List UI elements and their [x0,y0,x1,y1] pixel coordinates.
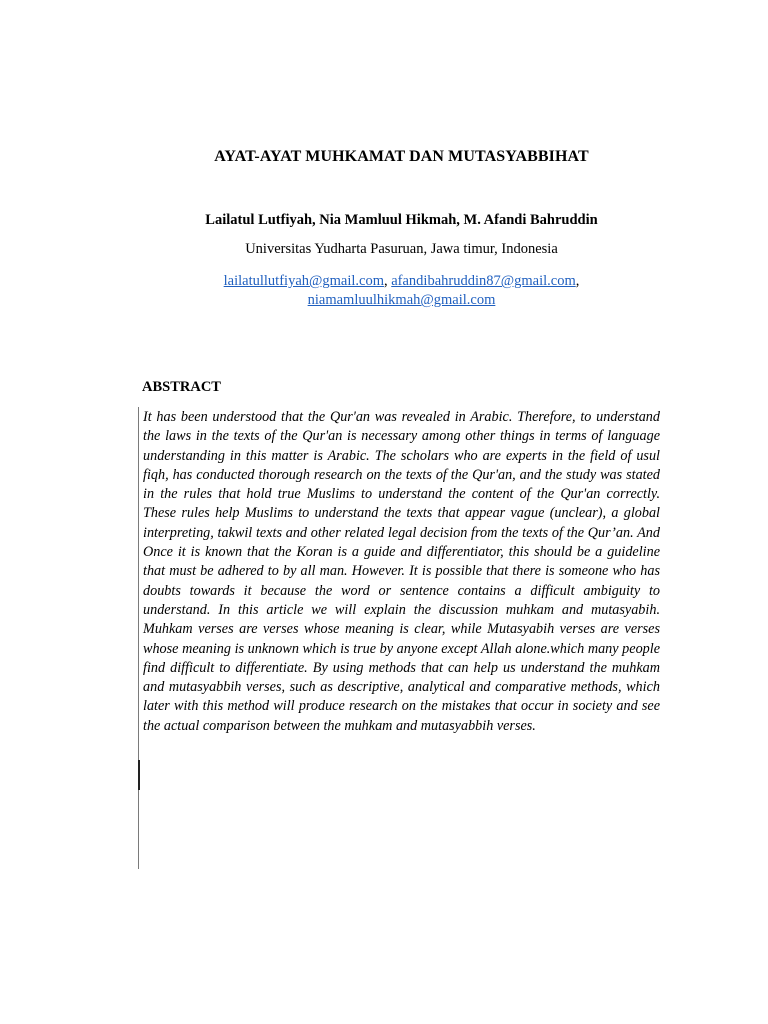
abstract-margin-rule [138,407,139,869]
author-list: Lailatul Lutfiyah, Nia Mamluul Hikmah, M. Afandi Bahruddin [205,212,598,228]
email-link-3[interactable]: niamamluulhikmah@gmail.com [307,292,496,308]
email-separator: , [575,273,580,289]
abstract-body: It has been understood that the Qur'an was revealed in Arabic. Therefore, to understand the laws in the texts of the Qur'an is necessary among other things in terms of language understanding in this matter is Arabic. The scholars who are experts in the field of usul fiqh, has conducted thorough research on the texts of the Qur'an, and the study was stated in the rules that hold true Muslims to understand the content of the Qur'an correctly. These rules help Muslims to understand the texts that appear vague (unclear), a global interpreting, takwil texts and other related legal decision from the texts of the Qur’an. And Once it is known that the Koran is a guide and differentiator, this should be a guideline that must be adhered to by all man. However. It is possible that there is someone who has doubts towards it because the word or sentence contains a difficult ambiguity to understand. In this article we will explain the discussion muhkam and mutasyabih. Muhkam verses are verses whose meaning is clear, while Mutasyabih verses are verses whose meaning is unknown which is true by anyone except Allah alone.which many people find difficult to differentiate. By using methods that can help us understand the muhkam and mutasyabbih verses, such as descriptive, analytical and comparative methods, which later with this method will produce research on the mistakes that occur in society and see the actual comparison between the muhkam and mutasyabbih verses. [143,409,660,734]
email-link-2[interactable]: afandibahruddin87@gmail.com [391,273,576,289]
abstract-heading: ABSTRACT [142,379,221,395]
paper-title: AYAT-AYAT MUHKAMAT DAN MUTASYABBIHAT [214,148,589,165]
email-list [0,272,768,310]
affiliation: Universitas Yudharta Pasuruan, Jawa timur, Indonesia [245,241,558,257]
email-separator: , [383,273,388,289]
abstract-margin-mark [138,760,140,790]
email-link-1[interactable]: lailatullutfiyah@gmail.com [223,273,384,289]
